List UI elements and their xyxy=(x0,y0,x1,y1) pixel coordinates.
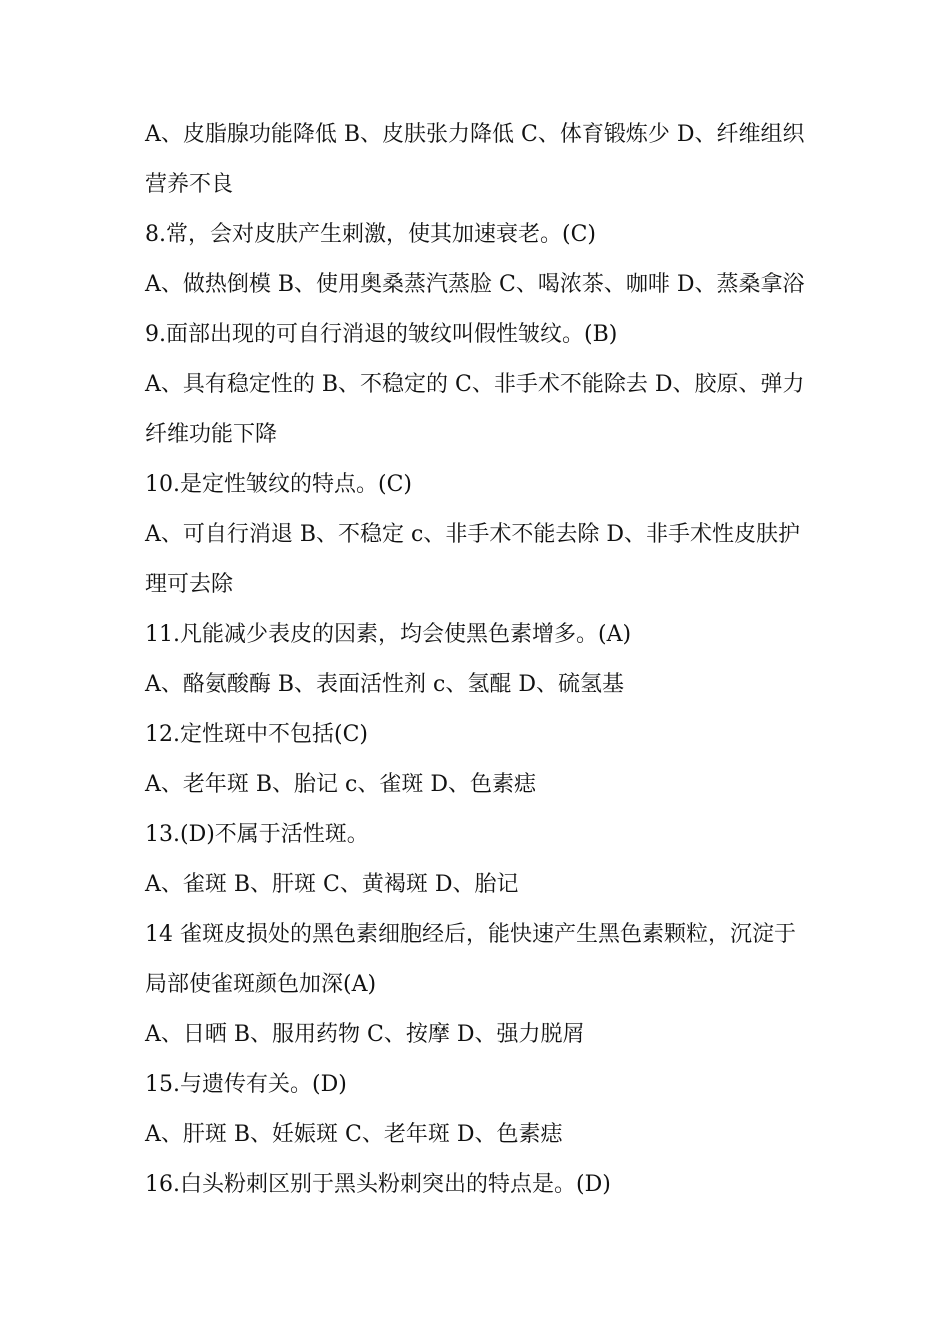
q10-options-line-2: 理可去除 xyxy=(145,572,234,597)
q12-question: 12.定性斑中不包括(C) xyxy=(145,722,368,747)
q7-options-line-1: A、皮脂腺功能降低 B、皮肤张力降低 C、体育锻炼少 D、纤维组织 xyxy=(145,122,805,147)
q15-options: A、肝斑 B、妊娠斑 C、老年斑 D、色素痣 xyxy=(145,1122,563,1147)
q8-question: 8.常，会对皮肤产生刺激，使其加速衰老。(C) xyxy=(145,222,596,247)
q16-question: 16.白头粉刺区别于黑头粉刺突出的特点是。(D) xyxy=(145,1172,611,1197)
q8-options: A、做热倒模 B、使用奥桑蒸汽蒸脸 C、喝浓茶、咖啡 D、蒸桑拿浴 xyxy=(145,272,805,297)
q13-options: A、雀斑 B、肝斑 C、黄褐斑 D、胎记 xyxy=(145,872,519,897)
question-text-block xyxy=(145,110,825,1210)
q10-question: 10.是定性皱纹的特点。(C) xyxy=(145,472,412,497)
q10-options-line-1: A、可自行消退 B、不稳定 c、非手术不能去除 D、非手术性皮肤护 xyxy=(145,522,800,547)
q15-question: 15.与遗传有关。(D) xyxy=(145,1072,347,1097)
q14-question-line-2: 局部使雀斑颜色加深(A) xyxy=(145,972,377,997)
q9-question: 9.面部出现的可自行消退的皱纹叫假性皱纹。(B) xyxy=(145,322,618,347)
q13-question: 13.(D)不属于活性斑。 xyxy=(145,822,369,847)
q9-options-line-2: 纤维功能下降 xyxy=(145,422,278,447)
q9-options-line-1: A、具有稳定性的 B、不稳定的 C、非手术不能除去 D、胶原、弹力 xyxy=(145,372,805,397)
q14-question-line-1: 14 雀斑皮损处的黑色素细胞经后，能快速产生黑色素颗粒，沉淀于 xyxy=(145,922,796,947)
q11-options: A、酪氨酸酶 B、表面活性剂 c、氢醌 D、硫氢基 xyxy=(145,672,624,697)
q12-options: A、老年斑 B、胎记 c、雀斑 D、色素痣 xyxy=(145,772,536,797)
q14-options: A、日晒 B、服用药物 C、按摩 D、强力脱屑 xyxy=(145,1022,585,1047)
q11-question: 11.凡能减少表皮的因素，均会使黑色素增多。(A) xyxy=(145,622,632,647)
q7-options-line-2: 营养不良 xyxy=(145,172,234,197)
